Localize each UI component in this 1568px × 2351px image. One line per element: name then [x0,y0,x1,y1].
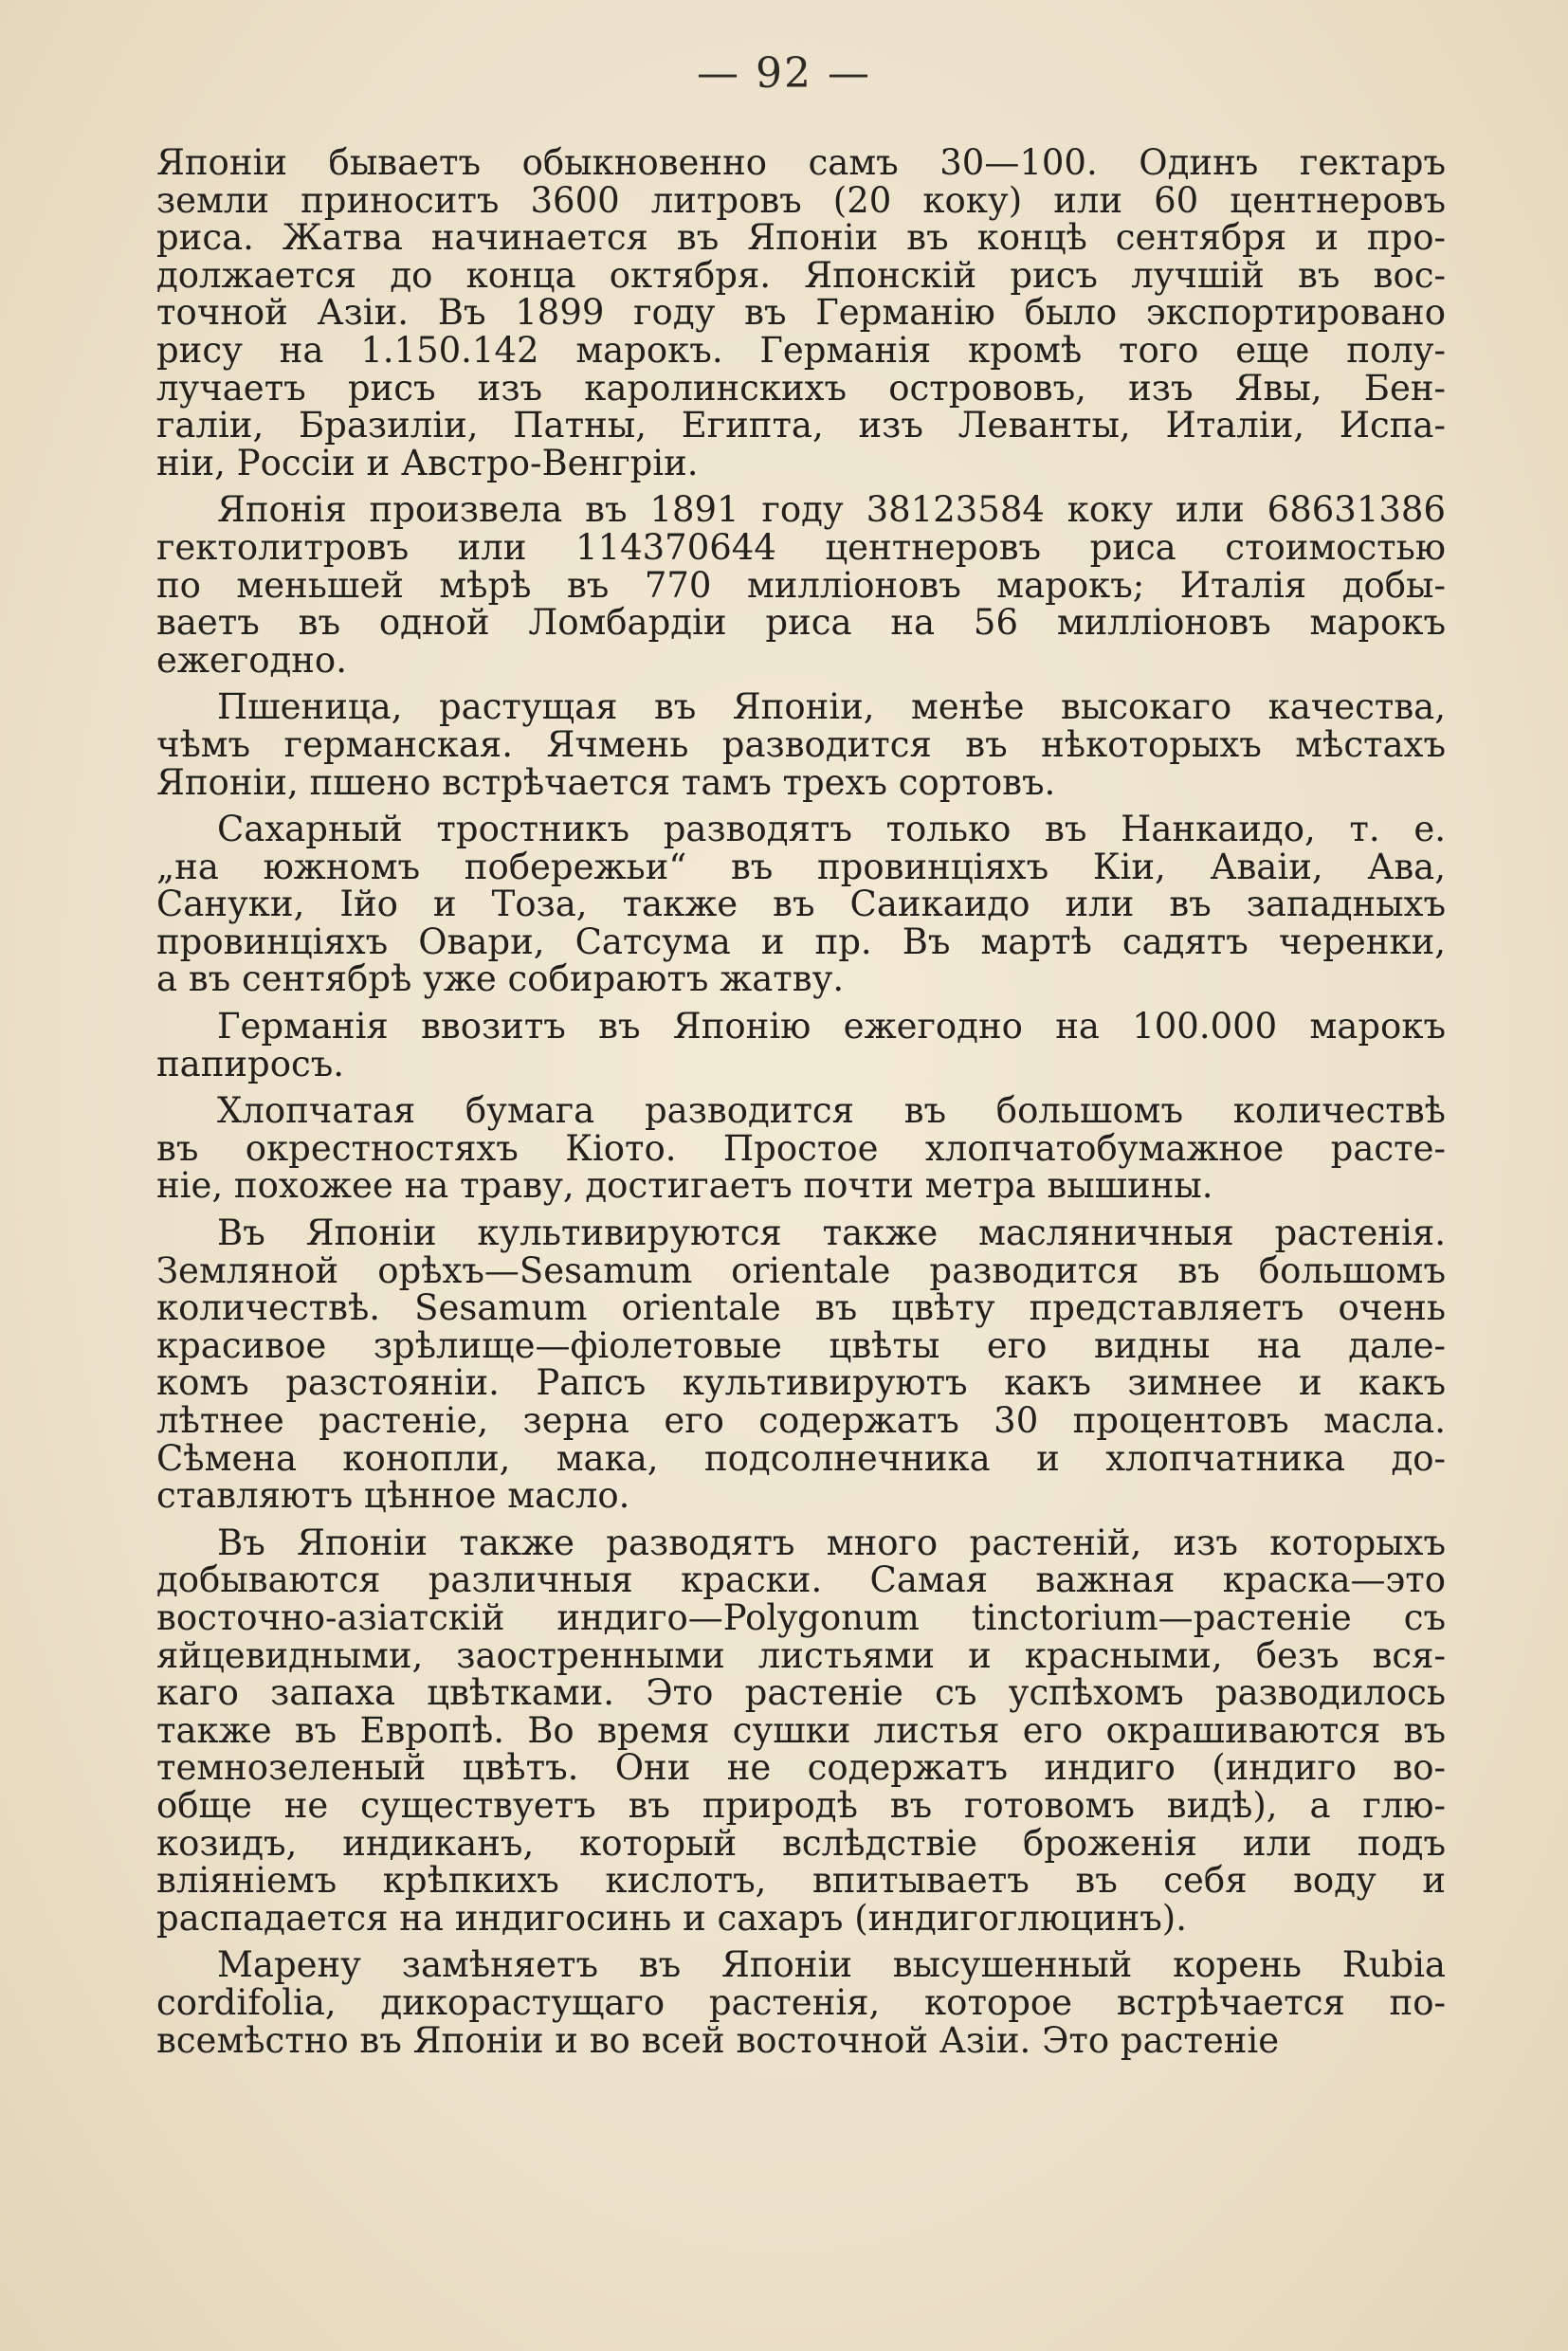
text-line: папиросъ. [156,1043,345,1084]
text-line: должается до конца октября. Японскій рисъ лучшій въ вос- [156,254,1446,296]
paragraph [156,1946,1446,2059]
text-line: восточно-азіатскій индиго—Polygonum tinctorium—растеніе съ [156,1596,1446,1638]
text-line: Марену замѣняетъ въ Японіи высушенный корень Rubia [217,1944,1446,1986]
text-line: Германія ввозитъ въ Японію ежегодно на 100.000 марокъ [217,1006,1446,1048]
paragraph [156,144,1446,482]
text-line: гектолитровъ или 114370644 центнеровъ риса стоимостью [156,526,1446,568]
text-line: „на южномъ побережьи“ въ провинціяхъ Кіи, Аваіи, Ава, [156,846,1446,887]
text-line: также въ Европѣ. Во время сушки листья его окрашиваются въ [156,1709,1446,1751]
text-line: добываются различныя краски. Самая важная краска—это [156,1559,1446,1601]
text-line: галіи, Бразиліи, Патны, Египта, изъ Леванты, Италіи, Испа- [156,405,1446,447]
text-line: распадается на индигосинь и сахаръ (индигоглюцинъ). [156,1897,1188,1939]
text-line: Пшеница, растущая въ Японіи, менѣе высокаго качества, [217,686,1446,728]
text-line: Сѣмена конопли, мака, подсолнечника и хлопчатника до- [156,1437,1446,1479]
text-line: Японія произвела въ 1891 году 38123584 коку или 68631386 [217,489,1446,531]
paragraph [156,688,1446,801]
page-text [156,144,1446,2069]
text-line: ваетъ въ одной Ломбардіи риса на 56 милліоновъ марокъ [156,602,1446,644]
paragraph [156,1008,1446,1083]
text-line: ежегодно. [156,639,347,681]
text-line: всемѣстно въ Японіи и во всей восточной Азіи. Это растеніе [156,2019,1280,2061]
text-line: ніе, похожее на траву, достигаетъ почти метра вышины. [156,1165,1213,1207]
text-line: въ окрестностяхъ Кіото. Простое хлопчатобумажное расте- [156,1127,1446,1169]
paragraph [156,811,1446,998]
text-line: точной Азіи. Въ 1899 году въ Германію было экспортировано [156,292,1446,334]
text-line: каго запаха цвѣтками. Это растеніе съ успѣхомъ разводилось [156,1672,1446,1714]
paragraph [156,491,1446,679]
text-line: риса. Жатва начинается въ Японіи въ концѣ сентября и про- [156,217,1446,259]
text-line: а въ сентябрѣ уже собираютъ жатву. [156,958,845,1000]
text-line: ніи, Россіи и Австро-Венгріи. [156,442,699,483]
text-line: Сахарный тростникъ разводятъ только въ Нанкаидо, т. е. [217,809,1446,850]
text-line: красивое зрѣлище—фіолетовые цвѣты его видны на далe- [156,1324,1446,1366]
text-line: провинціяхъ Овари, Сатсума и пр. Въ мартѣ садятъ черенки, [156,920,1446,962]
text-line: Въ Японіи культивируются также масляничныя растенія. [217,1212,1446,1254]
text-line: вліяніемъ крѣпкихъ кислотъ, впитываетъ въ себя воду и [156,1860,1446,1902]
text-line: лучаетъ рисъ изъ каролинскихъ острововъ, изъ Явы, Бен- [156,367,1446,409]
text-line: чѣмъ германская. Ячмень разводится въ нѣкоторыхъ мѣстахъ [156,723,1446,765]
text-line: земли приноситъ 3600 литровъ (20 коку) или 60 центнеровъ [156,179,1446,221]
text-line: Японіи бываетъ обыкновенно самъ 30—100. Одинъ гектаръ [156,142,1446,183]
text-line: Земляной орѣхъ—Sesamum orientale разводится въ большомъ [156,1249,1446,1291]
text-line: лѣтнее растеніе, зерна его содержатъ 30 процентовъ масла. [156,1400,1446,1441]
paragraph [156,1214,1446,1515]
text-line: ставляютъ цѣнное масло. [156,1475,630,1517]
text-line: количествѣ. Sesamum orientale въ цвѣту представляетъ очень [156,1287,1446,1329]
text-line: темнозеленый цвѣтъ. Они не содержатъ индиго (индиго во- [156,1747,1446,1789]
paragraph [156,1092,1446,1205]
text-line: Въ Японіи также разводятъ много растеній, изъ которыхъ [217,1522,1446,1563]
text-line: Японіи, пшено встрѣчается тамъ трехъ сортовъ. [156,761,1056,803]
text-line: по меньшей мѣрѣ въ 770 милліоновъ марокъ; Италія добы- [156,564,1446,606]
text-line: Хлопчатая бумага разводится въ большомъ количествѣ [217,1090,1446,1132]
paragraph [156,1524,1446,1938]
text-line: рису на 1.150.142 марокъ. Германія кромѣ того еще полу- [156,329,1446,371]
page-number: — 92 — [697,49,871,98]
text-line: Сануки, Ійо и Тоза, также въ Саикаидо или въ западныхъ [156,884,1446,925]
text-line: яйцевидными, заостренными листьями и красными, безъ вся- [156,1634,1446,1676]
text-line: обще не существуетъ въ природѣ въ готовомъ видѣ), а глю- [156,1784,1446,1826]
text-line: козидъ, индиканъ, который вслѣдствіе броженія или подъ [156,1822,1446,1864]
text-line: cordifolia, дикорастущаго растенія, которое встрѣчается по- [156,1981,1446,2023]
text-line: комъ разстояніи. Рапсъ культивируютъ какъ зимнее и какъ [156,1362,1446,1404]
